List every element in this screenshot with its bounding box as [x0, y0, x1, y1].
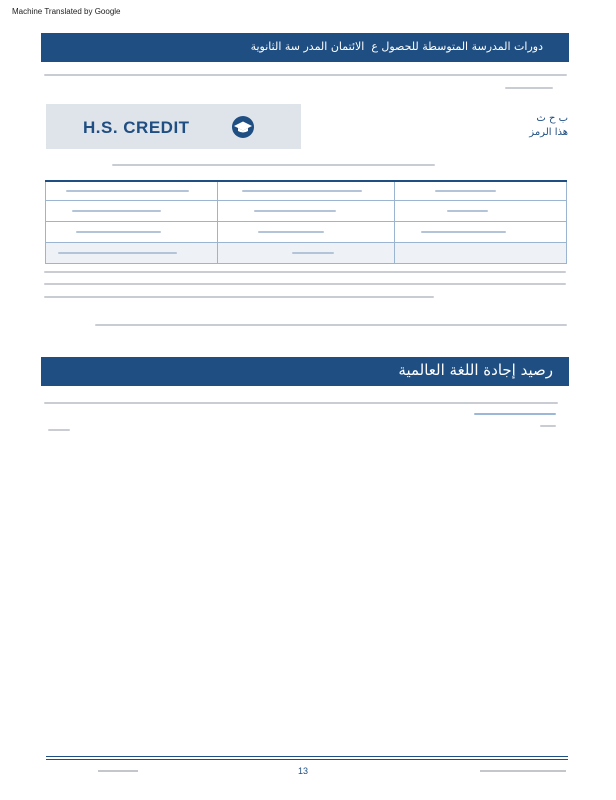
search-note-line2: هذا الرمز: [529, 127, 568, 138]
footer-right-text: [480, 770, 566, 772]
search-note-line1: ب ح ث: [536, 113, 568, 124]
table-cell: [395, 243, 567, 264]
hs-credit-logo-text: H.S. CREDIT: [83, 118, 190, 137]
table-cell: [217, 222, 394, 243]
table-row: [46, 201, 567, 222]
section-banner-middle-school-credit: [41, 33, 569, 62]
table-cell: [395, 181, 567, 201]
table-cell: [217, 201, 394, 222]
section-title: رصيد إجادة اللغة العالمية: [398, 361, 553, 379]
table-cell: [46, 222, 218, 243]
page-number: 13: [298, 766, 309, 776]
table-cell: [46, 243, 218, 264]
footer-rule: [46, 759, 568, 760]
footer-left-text: [98, 770, 138, 772]
table-cell: [46, 201, 218, 222]
table-cell: [217, 181, 394, 201]
machine-translated-label: Machine Translated by Google: [12, 7, 121, 16]
table-header-row: [46, 181, 567, 201]
table-cell: [217, 243, 394, 264]
section-title: دورات المدرسة المتوسطة للحصول ع ￼ الائتمان المدر سة الثانوية: [250, 40, 543, 53]
graduation-cap-icon: [231, 115, 255, 139]
credit-table: [45, 180, 567, 264]
table-cell: [46, 181, 218, 201]
table-row: [46, 243, 567, 264]
table-row: [46, 222, 567, 243]
table-cell: [395, 222, 567, 243]
note-paragraph: [95, 324, 567, 326]
footer-rule: [46, 756, 568, 757]
section-banner-world-language: [41, 357, 569, 386]
table-caption: [112, 164, 435, 166]
table-cell: [395, 201, 567, 222]
